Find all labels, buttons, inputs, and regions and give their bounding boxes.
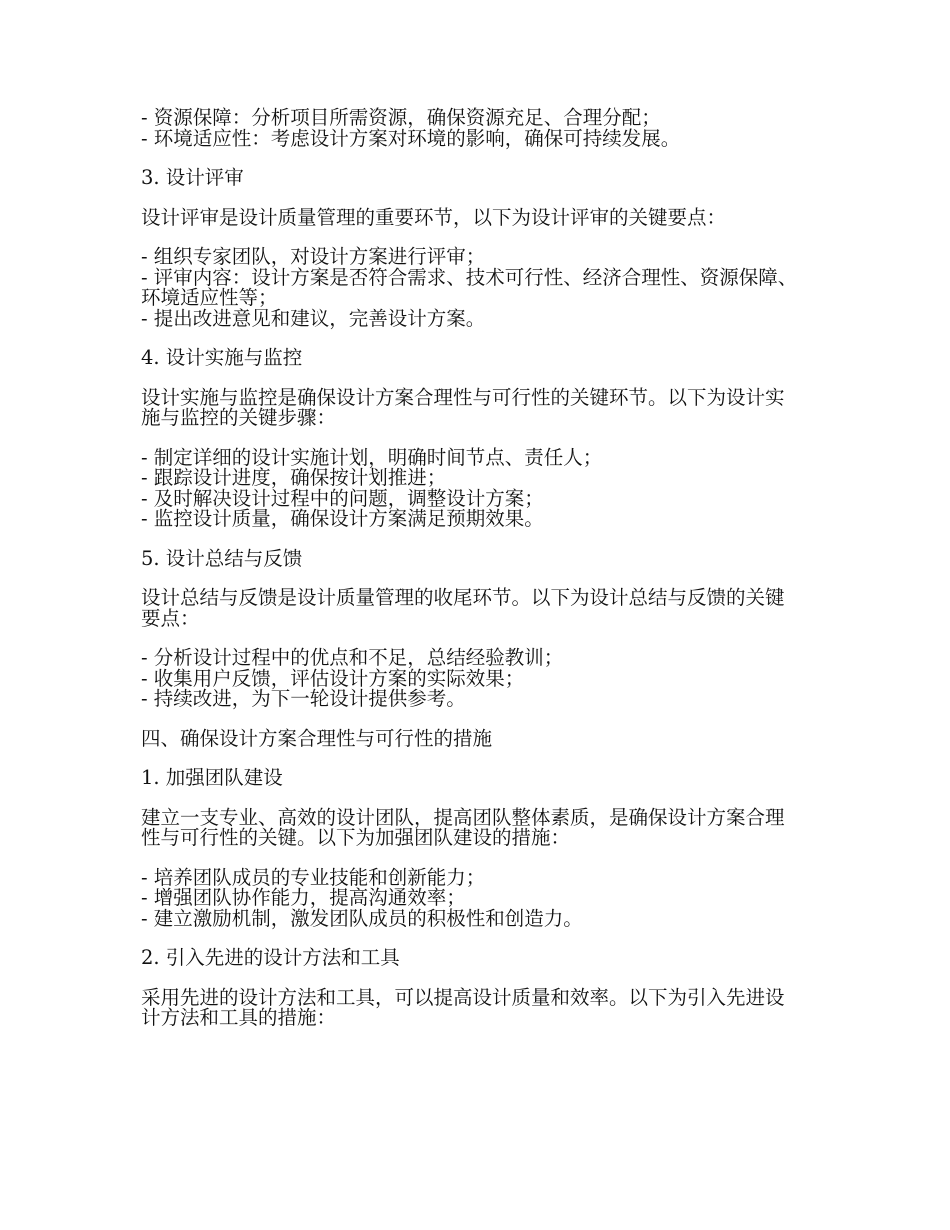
paragraph-design-review: 设计评审是设计质量管理的重要环节，以下为设计评审的关键要点： [141, 205, 727, 229]
list-item: - 组织专家团队，对设计方案进行评审； [141, 245, 486, 268]
list-item: - 提出改进意见和建议，完善设计方案。 [141, 306, 486, 330]
paragraph-summary: 设计总结与反馈是设计质量管理的收尾环节。以下为设计总结与反馈的关键要点： [141, 586, 785, 630]
list-item: - 收集用户反馈，评估设计方案的实际效果； [141, 666, 525, 690]
document-page [141, 108, 801, 1048]
list-item: - 培养团队成员的专业技能和创新能力； [141, 865, 486, 889]
list-item: - 持续改进，为下一轮设计提供参考。 [141, 687, 466, 710]
section-heading-design-review: 3. 设计评审 [141, 166, 244, 189]
list-item: - 增强团队协作能力，提高沟通效率； [141, 886, 466, 909]
paragraph-implementation: 设计实施与监控是确保设计方案合理性与可行性的关键环节。以下为设计实施与监控的关键步骤： [141, 385, 785, 429]
list-item: - 评审内容：设计方案是否符合需求、技术可行性、经济合理性、资源保障、环境适应性等； [141, 265, 798, 309]
bullet-list-team-building [141, 865, 801, 930]
section-heading-team-building: 1. 加强团队建设 [141, 766, 283, 789]
list-item: - 分析设计过程中的优点和不足，总结经验教训； [141, 646, 564, 669]
bullet-list-implementation [141, 445, 801, 530]
section-heading-summary: 5. 设计总结与反馈 [141, 546, 303, 570]
paragraph-methods-tools: 采用先进的设计方法和工具，可以提高设计质量和效率。以下为引入先进设计方法和工具的措施： [141, 985, 785, 1029]
bullet-list-summary [141, 648, 801, 710]
list-item: - 资源保障：分析项目所需资源，确保资源充足、合理分配； [141, 106, 661, 129]
list-item: - 跟踪设计进度，确保按计划推进； [141, 466, 447, 489]
paragraph-team-building: 建立一支专业、高效的设计团队，提高团队整体素质，是确保设计方案合理性与可行性的关键。以下为加强团队建设的措施： [141, 805, 785, 849]
chapter-heading-measures: 四、确保设计方案合理性与可行性的措施 [141, 726, 493, 750]
list-item: - 及时解决设计过程中的问题，调整设计方案； [141, 486, 544, 510]
bullet-list-resources [141, 108, 801, 149]
list-item: - 制定详细的设计实施计划，明确时间节点、责任人； [141, 445, 603, 469]
list-item: - 建立激励机制，激发团队成员的积极性和创造力。 [141, 906, 583, 930]
bullet-list-design-review [141, 247, 801, 329]
list-item: - 监控设计质量，确保设计方案满足预期效果。 [141, 507, 544, 530]
section-heading-methods-tools: 2. 引入先进的设计方法和工具 [141, 946, 400, 969]
section-heading-implementation: 4. 设计实施与监控 [141, 346, 303, 369]
list-item: - 环境适应性：考虑设计方案对环境的影响，确保可持续发展。 [141, 126, 681, 150]
